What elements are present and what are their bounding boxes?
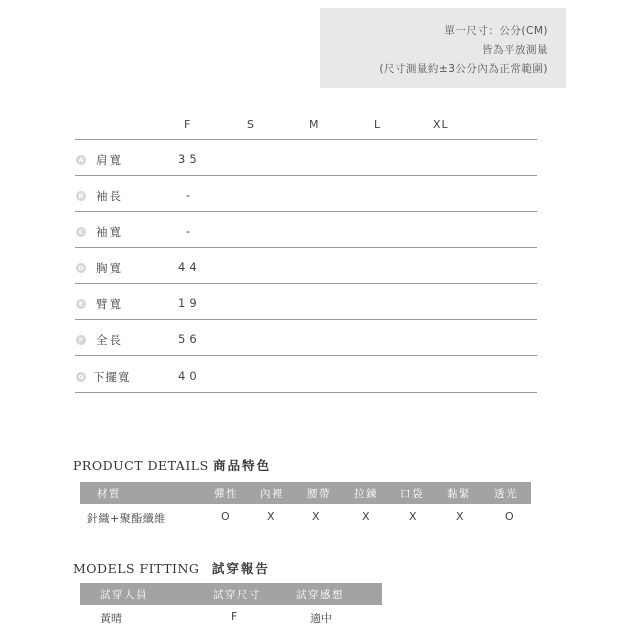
measurement-label: 胸寬 bbox=[96, 261, 123, 275]
header-elasticity: 彈性 bbox=[214, 488, 238, 500]
measurement-label: 袖寬 bbox=[96, 225, 123, 239]
header-pocket: 口袋 bbox=[400, 488, 424, 500]
models-fitting-title bbox=[73, 559, 270, 577]
value-model-size: F bbox=[231, 610, 238, 623]
table-divider bbox=[75, 211, 537, 212]
value-material: 針織+聚酯纖維 bbox=[87, 512, 166, 525]
product-details-title-cn: 商品特色 bbox=[213, 458, 272, 473]
measurement-label: 臂寬 bbox=[96, 297, 123, 311]
table-divider bbox=[75, 175, 537, 176]
table-divider bbox=[75, 319, 537, 320]
table-divider bbox=[75, 283, 537, 284]
measurement-letter-badge: F bbox=[76, 335, 86, 345]
product-details-title bbox=[73, 456, 271, 474]
measurement-row bbox=[0, 258, 633, 280]
value-belt: X bbox=[312, 510, 320, 523]
value-model-name: 黃晴 bbox=[100, 612, 122, 625]
header-sheer: 透光 bbox=[494, 488, 518, 500]
product-details-header-bar bbox=[80, 482, 531, 504]
measurement-value-f: - bbox=[186, 224, 195, 238]
value-zipper: X bbox=[362, 510, 370, 523]
measurement-value-f: 44 bbox=[178, 260, 201, 274]
value-pocket: X bbox=[409, 510, 417, 523]
size-col-l: L bbox=[374, 118, 382, 131]
measurement-value-f: 40 bbox=[178, 369, 201, 383]
size-header-row bbox=[0, 118, 633, 136]
size-note-unit: 單一尺寸：公分(CM) bbox=[444, 25, 548, 37]
header-lining: 內裡 bbox=[260, 488, 284, 500]
table-divider bbox=[75, 139, 537, 140]
models-fitting-title-en: MODELS FITTING bbox=[73, 561, 200, 576]
measurement-letter-badge: E bbox=[76, 299, 86, 309]
measurement-row bbox=[0, 330, 633, 352]
measurement-value-f: 19 bbox=[178, 296, 201, 310]
measurement-row bbox=[0, 150, 633, 172]
measurement-letter-badge: G bbox=[76, 372, 86, 382]
models-fitting-values-row bbox=[80, 608, 382, 628]
models-fitting-title-cn: 試穿報告 bbox=[211, 561, 270, 576]
measurement-value-f: 56 bbox=[178, 332, 201, 346]
measurement-label: 袖長 bbox=[96, 189, 123, 203]
header-model-size: 試穿尺寸 bbox=[213, 589, 261, 601]
measurement-letter-badge: C bbox=[76, 227, 86, 237]
measurement-row bbox=[0, 222, 633, 244]
measurement-row bbox=[0, 186, 633, 208]
measurement-letter-badge: A bbox=[76, 155, 86, 165]
measurement-row bbox=[0, 294, 633, 316]
header-material: 材質 bbox=[97, 488, 121, 500]
measurement-label: 全長 bbox=[96, 333, 123, 347]
measurement-letter-badge: D bbox=[76, 263, 86, 273]
value-model-feedback: 適中 bbox=[310, 612, 332, 625]
measurement-value-f: 35 bbox=[178, 152, 201, 166]
value-lining: X bbox=[267, 510, 275, 523]
size-note-box bbox=[320, 8, 566, 88]
measurement-value-f: - bbox=[186, 188, 195, 202]
value-elasticity: O bbox=[221, 510, 230, 523]
value-sheer: O bbox=[505, 510, 514, 523]
size-note-tolerance: (尺寸測量約±3公分內為正常範圍) bbox=[379, 63, 548, 75]
header-zipper: 拉鍊 bbox=[354, 488, 378, 500]
size-col-s: S bbox=[247, 118, 255, 131]
measurement-row bbox=[0, 367, 633, 389]
size-col-f: F bbox=[184, 118, 192, 131]
header-model-name: 試穿人員 bbox=[100, 589, 148, 601]
value-fit: X bbox=[456, 510, 464, 523]
models-fitting-header-bar bbox=[80, 583, 382, 605]
table-divider bbox=[75, 392, 537, 393]
table-divider bbox=[75, 355, 537, 356]
header-fit: 黏緊 bbox=[447, 488, 471, 500]
size-col-xl: XL bbox=[433, 118, 449, 131]
size-note-method: 皆為平放測量 bbox=[482, 44, 548, 56]
product-details-title-en: PRODUCT DETAILS bbox=[73, 458, 209, 473]
header-model-feedback: 試穿感想 bbox=[296, 589, 344, 601]
measurement-label: 肩寬 bbox=[96, 153, 123, 167]
measurement-label: 下擺寬 bbox=[93, 370, 131, 384]
size-col-m: M bbox=[309, 118, 320, 131]
header-belt: 腰帶 bbox=[307, 488, 331, 500]
table-divider bbox=[75, 247, 537, 248]
product-details-values-row bbox=[80, 508, 531, 528]
measurement-letter-badge: B bbox=[76, 191, 86, 201]
